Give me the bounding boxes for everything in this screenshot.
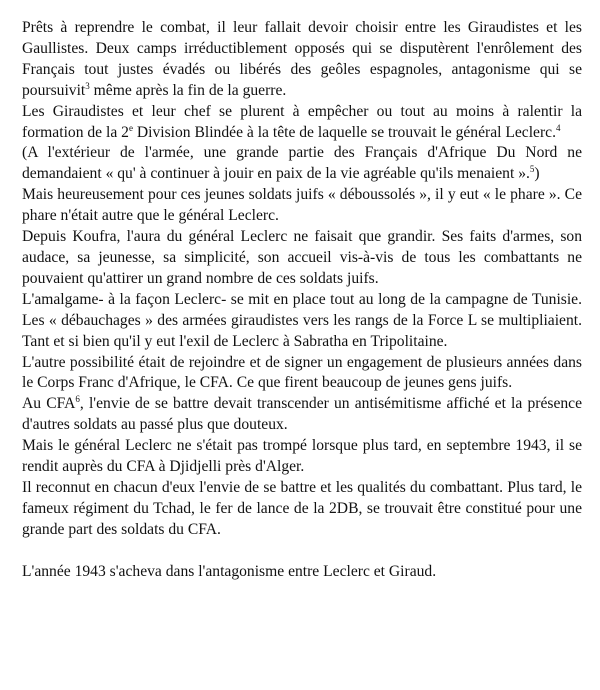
paragraph-closing: L'année 1943 s'acheva dans l'antagonisme entre Leclerc et Giraud. (22, 562, 437, 580)
paragraph-french-north-africa (22, 143, 582, 185)
footnote-ref-3[interactable]: 3 (85, 80, 90, 91)
paragraph-giraudistes-obstruction (22, 102, 582, 144)
paragraph-text: même après la fin de la guerre. (89, 81, 287, 99)
paragraph-text: ) (534, 165, 540, 183)
paragraph-le-phare: Mais heureusement pour ces jeunes soldats juifs « déboussolés », il y eut « le phare ». Ce phare n'était autre que le général Leclerc. (22, 186, 582, 225)
ordinal-superscript: e (128, 122, 133, 133)
paragraph-text: Prêts à reprendre le combat, il leur fallait devoir choisir entre les Giraudistes et les Gaullistes. Deux camps irréductiblement opposés qui se disputèrent l'enrôlement des Français tout justes évadés ou libérés des geôles espagnoles, antagonisme qui se poursuivit (22, 19, 582, 99)
document-page (22, 18, 582, 582)
paragraph-regiment-tchad: Il reconnut en chacun d'eux l'envie de se battre et les qualités du combattant. Plus tard, le fameux régiment du Tchad, le fer de lance de la 2DB, se trouvait être constitué pour une grande part des soldats du CFA. (22, 478, 582, 538)
paragraph-text: (A l'extérieur de l'armée, une grande partie des Français d'Afrique Du Nord ne demandaient « qu' à continuer à jouir en paix de la vie agréable qu'ils menaient ». (22, 144, 582, 183)
paragraph-djidjelli: Mais le général Leclerc ne s'était pas trompé lorsque plus tard, en septembre 1943, il se rendit auprès du CFA à Djidjelli près d'Alger. (22, 437, 582, 476)
paragraph-text: Les Giraudistes et leur chef se plurent à empêcher ou tout au moins à ralentir la formation de la 2 (22, 102, 582, 141)
footnote-ref-6[interactable]: 6 (75, 394, 80, 405)
paragraph-choice-giraudistes-gaullistes (22, 18, 582, 102)
footnote-ref-4[interactable]: 4 (556, 122, 561, 133)
footnote-ref-5[interactable]: 5 (529, 164, 535, 175)
paragraph-text: Division Blindée à la tête de laquelle se trouvait le général Leclerc. (132, 123, 556, 141)
paragraph-koufra: Depuis Koufra, l'aura du général Leclerc ne faisait que grandir. Ses faits d'armes, son audace, sa jeunesse, sa simplicité, son accueil vis-à-vis de tous les combattants ne pouvaient qu'attirer un grand nombre de ces soldats juifs. (22, 228, 582, 287)
paragraph-amalgame: L'amalgame- à la façon Leclerc- se mit en place tout au long de la campagne de Tunisie. Les « débauchages » des armées giraudistes vers les rangs de la Force L se multipliaient. Tant et si bien qu'il y eut l'exil de Leclerc à Sabratha en Tripolitaine. (22, 290, 582, 350)
paragraph-text: Au CFA (22, 395, 76, 413)
paragraph-corps-franc: L'autre possibilité était de rejoindre et de signer un engagement de plusieurs années dans le Corps Franc d'Afrique, le CFA. Ce que firent beaucoup de jeunes gens juifs. (22, 353, 582, 392)
paragraph-spacer (22, 541, 582, 562)
paragraph-text: , l'envie de se battre devait transcender un antisémitisme affiché et la présence d'autres soldats au passé plus que douteux. (22, 395, 583, 434)
paragraph-cfa-antisemitism (22, 394, 582, 436)
